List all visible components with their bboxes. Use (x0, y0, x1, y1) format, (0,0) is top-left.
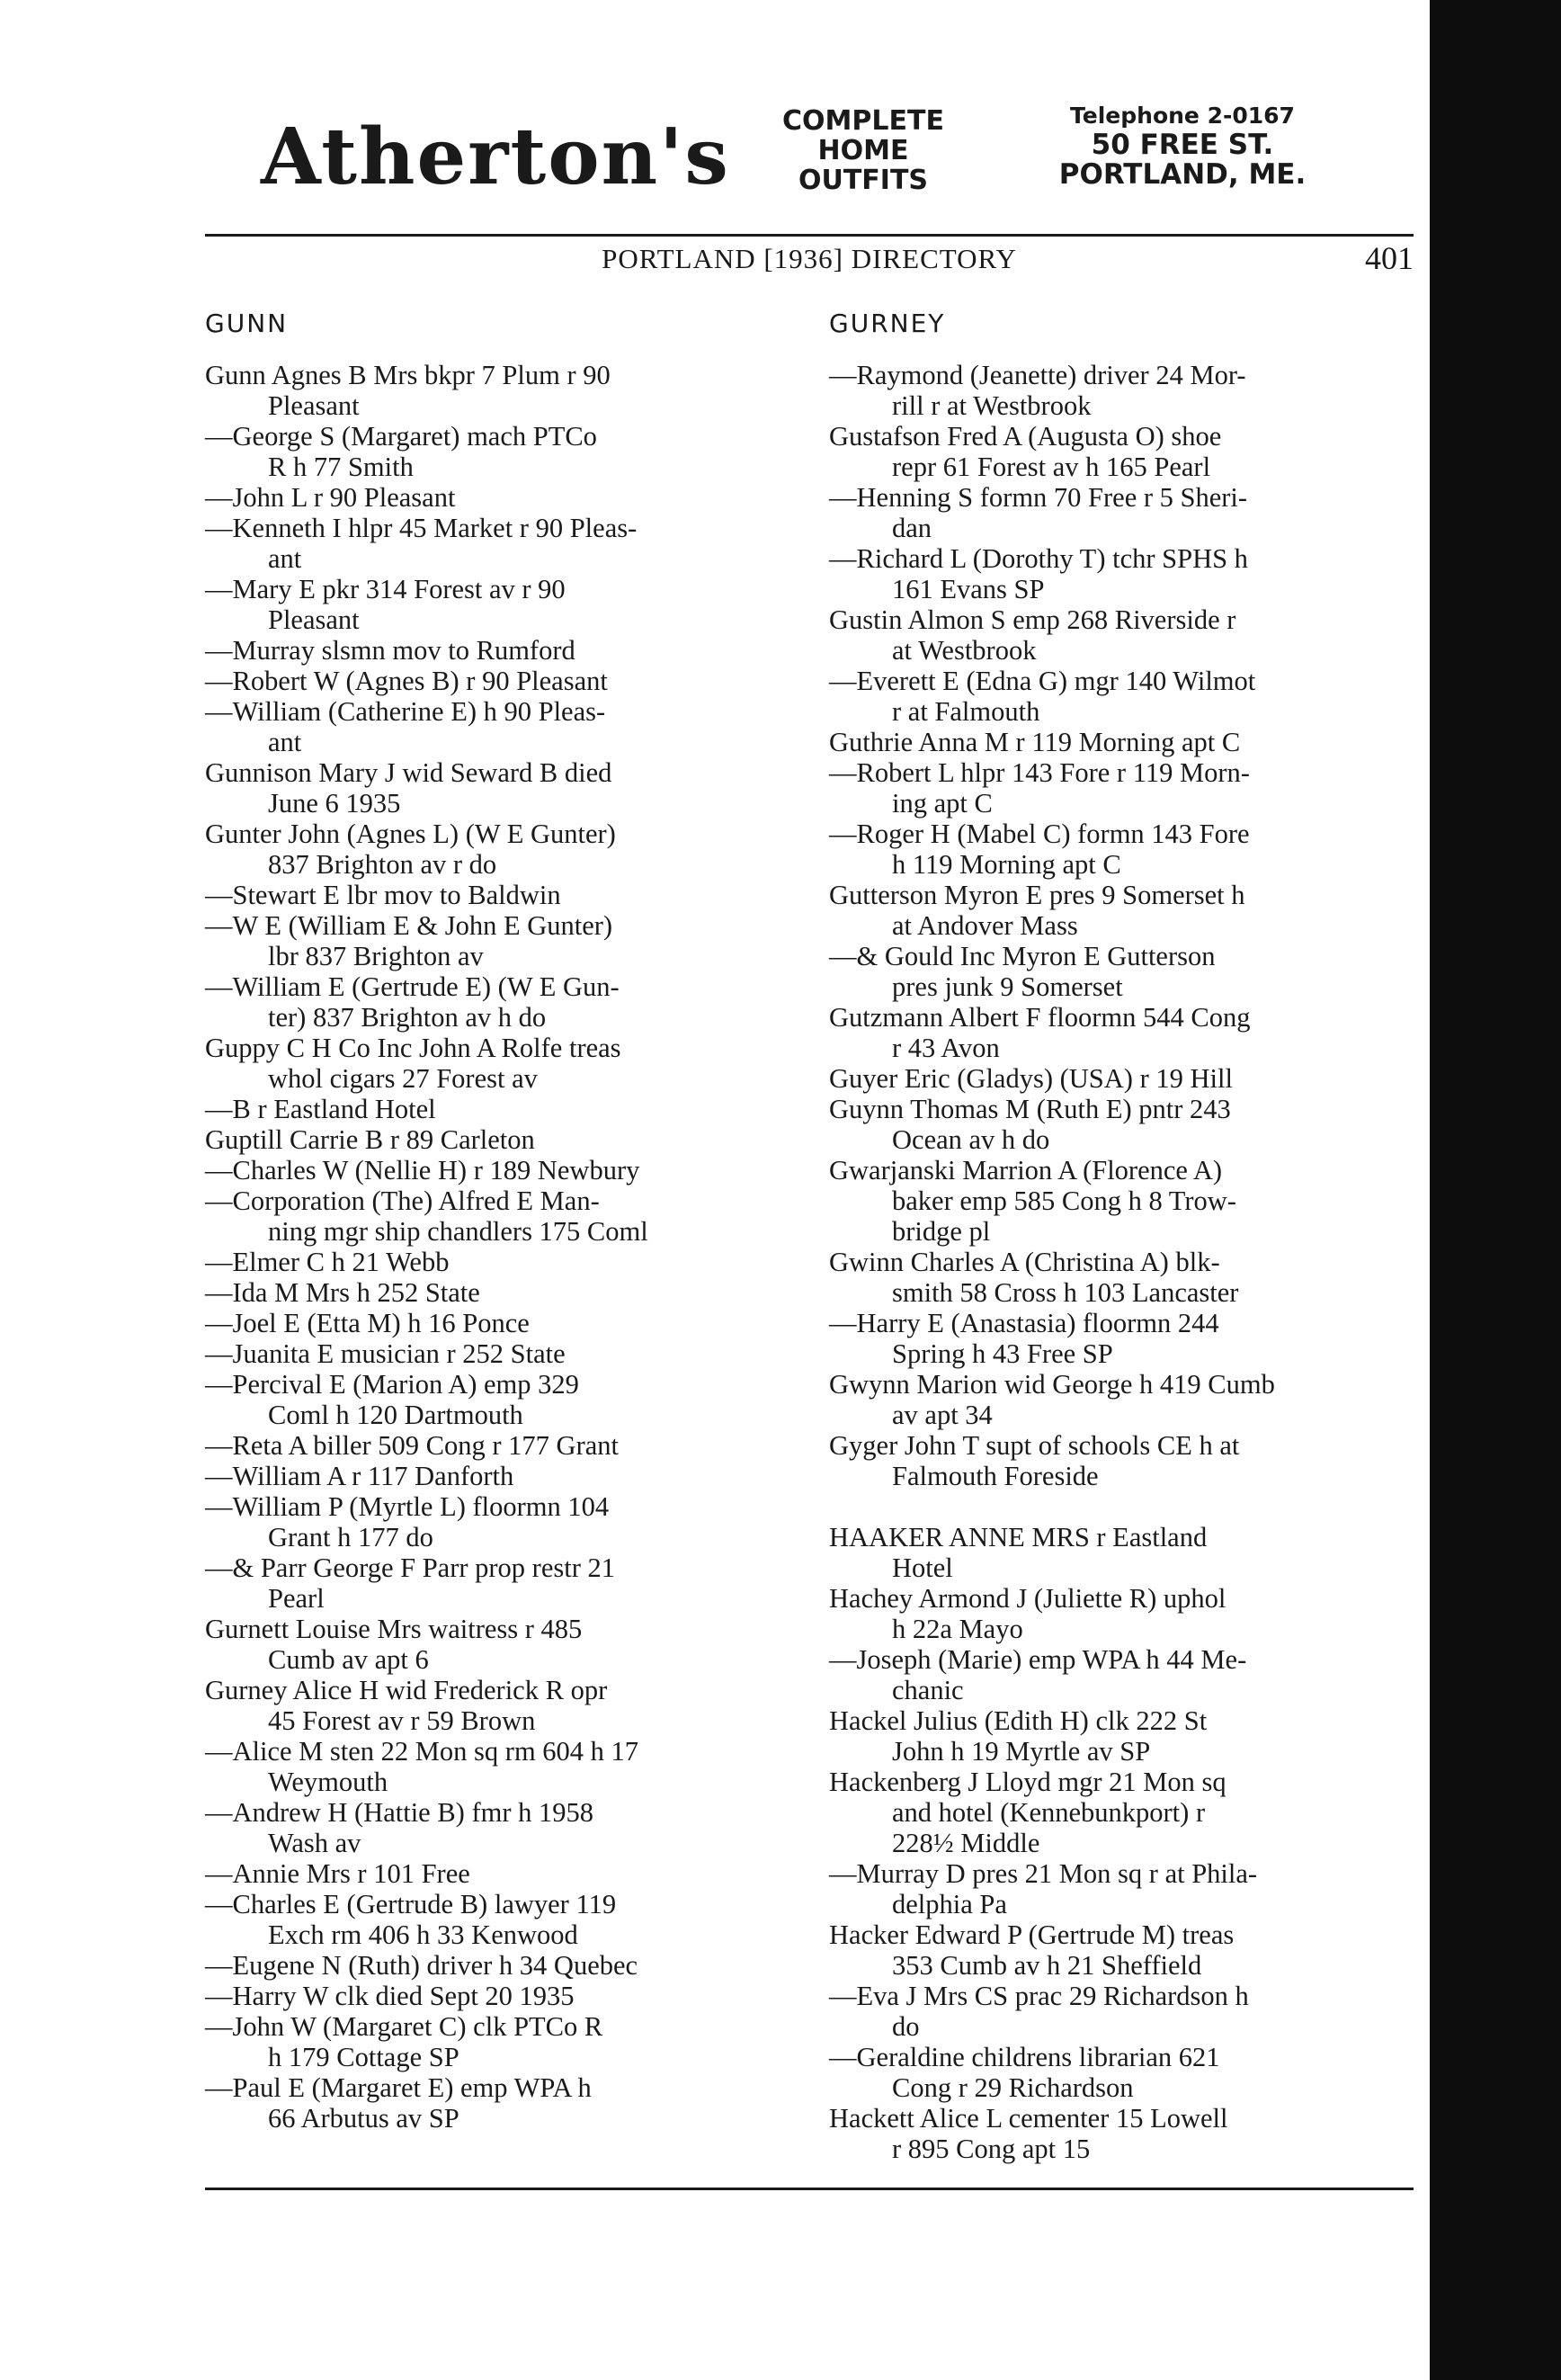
directory-entry: —Annie Mrs r 101 Free (205, 1858, 470, 1889)
directory-entry: —Eva J Mrs CS prac 29 Richardson h do (829, 1981, 1249, 2042)
directory-entry: Gurney Alice H wid Frederick R opr 45 Forest av r 59 Brown (205, 1675, 608, 1736)
directory-entry: —Corporation (The) Alfred E Man- ning mgr ship chandlers 175 Coml (205, 1186, 648, 1247)
directory-entry: —Stewart E lbr mov to Baldwin (205, 880, 561, 910)
brand-name: Atherton's (261, 112, 730, 202)
footer-rule (205, 2188, 1414, 2190)
directory-entry: Guppy C H Co Inc John A Rolfe treas whol cigars 27 Forest av (205, 1033, 621, 1094)
page-number: 401 (1365, 240, 1414, 276)
directory-entry: —William E (Gertrude E) (W E Gun- ter) 837 Brighton av h do (205, 971, 620, 1033)
directory-entry: Gunn Agnes B Mrs bkpr 7 Plum r 90 Pleasant (205, 360, 611, 421)
directory-entry: —Everett E (Edna G) mgr 140 Wilmot r at Falmouth (829, 666, 1256, 727)
ad-line: COMPLETE (782, 105, 944, 137)
directory-entry: —W E (William E & John E Gunter) lbr 837 Brighton av (205, 910, 613, 971)
directory-entry: —Eugene N (Ruth) driver h 34 Quebec (205, 1950, 638, 1981)
directory-entry: Hackett Alice L cementer 15 Lowell r 895 Cong apt 15 (829, 2103, 1228, 2164)
directory-entry: —William (Catherine E) h 90 Pleas- ant (205, 696, 606, 757)
directory-entry: HAAKER ANNE MRS r Eastland Hotel (829, 1522, 1208, 1583)
directory-entry: Gwynn Marion wid George h 419 Cumb av apt 34 (829, 1369, 1275, 1430)
directory-entry: Gurnett Louise Mrs waitress r 485 Cumb av apt 6 (205, 1614, 583, 1675)
ad-contact (1034, 101, 1331, 190)
ad-line: OUTFITS (798, 165, 929, 196)
directory-entry: —Charles E (Gertrude B) lawyer 119 Exch rm 406 h 33 Kenwood (205, 1889, 617, 1950)
directory-entry: —Henning S formn 70 Free r 5 Sheri- dan (829, 482, 1248, 543)
directory-entry: —Joseph (Marie) emp WPA h 44 Me- chanic (829, 1644, 1247, 1705)
directory-entry: —Roger H (Mabel C) formn 143 Fore h 119 Morning apt C (829, 819, 1250, 880)
directory-entry: Gwinn Charles A (Christina A) blk- smith 58 Cross h 103 Lancaster (829, 1247, 1239, 1308)
ad-line: HOME (817, 135, 909, 166)
directory-entry: —Charles W (Nellie H) r 189 Newbury (205, 1155, 640, 1186)
directory-entry: —Geraldine childrens librarian 621 Cong r 29 Richardson (829, 2042, 1220, 2103)
directory-entry: —Reta A biller 509 Cong r 177 Grant (205, 1430, 619, 1461)
directory-entry: Gwarjanski Marrion A (Florence A) baker emp 585 Cong h 8 Trow- bridge pl (829, 1155, 1236, 1247)
directory-entry: —Raymond (Jeanette) driver 24 Mor- rill r at Westbrook (829, 360, 1246, 421)
directory-entry: Gustafson Fred A (Augusta O) shoe repr 61 Forest av h 165 Pearl (829, 421, 1222, 482)
directory-entry: Hachey Armond J (Juliette R) uphol h 22a Mayo (829, 1583, 1226, 1644)
directory-entry: —Juanita E musician r 252 State (205, 1338, 566, 1369)
directory-entry: —Robert W (Agnes B) r 90 Pleasant (205, 666, 608, 696)
directory-entry: —William A r 117 Danforth (205, 1461, 514, 1491)
directory-entry: —Harry E (Anastasia) floormn 244 Spring h 43 Free SP (829, 1308, 1219, 1369)
directory-entry: Guyer Eric (Gladys) (USA) r 19 Hill (829, 1063, 1233, 1094)
directory-entry: —Andrew H (Hattie B) fmr h 1958 Wash av (205, 1797, 593, 1858)
running-head (205, 238, 1414, 280)
directory-entry: Guynn Thomas M (Ruth E) pntr 243 Ocean av h do (829, 1094, 1231, 1155)
directory-entry: —Murray slsmn mov to Rumford (205, 635, 575, 666)
header-advertisement (0, 90, 1430, 207)
scan-dark-edge (1430, 0, 1561, 2380)
directory-entry: —Robert L hlpr 143 Fore r 119 Morn- ing apt C (829, 757, 1250, 819)
directory-entry: —George S (Margaret) mach PTCo R h 77 Smith (205, 421, 597, 482)
directory-entry: —& Gould Inc Myron E Gutterson pres junk 9 Somerset (829, 941, 1216, 1002)
directory-entry: Hacker Edward P (Gertrude M) treas 353 Cumb av h 21 Sheffield (829, 1919, 1235, 1981)
directory-entry: —Kenneth I hlpr 45 Market r 90 Pleas- ant (205, 513, 638, 574)
directory-title: PORTLAND [1936] DIRECTORY (602, 243, 1017, 274)
directory-entry: Gutterson Myron E pres 9 Somerset h at Andover Mass (829, 880, 1245, 941)
directory-entry: —Mary E pkr 314 Forest av r 90 Pleasant (205, 574, 566, 635)
header-rule (205, 234, 1414, 237)
directory-entry: Gyger John T supt of schools CE h at Falmouth Foreside (829, 1430, 1240, 1491)
directory-entry: Guptill Carrie B r 89 Carleton (205, 1124, 535, 1155)
directory-entry: Gustin Almon S emp 268 Riverside r at Westbrook (829, 604, 1236, 666)
directory-entry: —Harry W clk died Sept 20 1935 (205, 1981, 575, 2011)
directory-entry: Guthrie Anna M r 119 Morning apt C (829, 727, 1241, 757)
left-column (205, 306, 816, 2134)
directory-entry: Hackel Julius (Edith H) clk 222 St John h 19 Myrtle av SP (829, 1705, 1208, 1767)
directory-entry: —Richard L (Dorothy T) tchr SPHS h 161 Evans SP (829, 543, 1248, 604)
directory-entry: —Alice M sten 22 Mon sq rm 604 h 17 Weymouth (205, 1736, 639, 1797)
directory-entry: —Murray D pres 21 Mon sq r at Phila- delphia Pa (829, 1858, 1258, 1919)
ad-street: 50 FREE ST. (1091, 129, 1274, 161)
directory-entry: Gutzmann Albert F floormn 544 Cong r 43 Avon (829, 1002, 1251, 1063)
directory-entry: —John W (Margaret C) clk PTCo R h 179 Cottage SP (205, 2011, 603, 2072)
directory-entry: —B r Eastland Hotel (205, 1094, 436, 1124)
guide-word-right: GURNEY (829, 309, 946, 338)
right-column (829, 306, 1435, 2164)
directory-entry: —Ida M Mrs h 252 State (205, 1277, 480, 1308)
directory-entry: Hackenberg J Lloyd mgr 21 Mon sq and hotel (Kennebunkport) r 228½ Middle (829, 1767, 1226, 1858)
guide-word-left: GUNN (205, 309, 289, 338)
directory-entry: Gunnison Mary J wid Seward B died June 6 1935 (205, 757, 612, 819)
ad-telephone: Telephone 2-0167 (1070, 103, 1295, 129)
directory-entry: —William P (Myrtle L) floormn 104 Grant h 177 do (205, 1491, 610, 1552)
directory-entry: —John L r 90 Pleasant (205, 482, 456, 513)
directory-entry: —Elmer C h 21 Webb (205, 1247, 450, 1277)
directory-entry: Gunter John (Agnes L) (W E Gunter) 837 Brighton av r do (205, 819, 616, 880)
directory-entry: —Percival E (Marion A) emp 329 Coml h 120 Dartmouth (205, 1369, 579, 1430)
ad-slogan (755, 106, 971, 195)
ad-city: PORTLAND, ME. (1058, 158, 1307, 191)
directory-entry: —Joel E (Etta M) h 16 Ponce (205, 1308, 530, 1338)
directory-entry: —Paul E (Margaret E) emp WPA h 66 Arbutus av SP (205, 2072, 592, 2134)
directory-entry: —& Parr George F Parr prop restr 21 Pearl (205, 1552, 615, 1614)
